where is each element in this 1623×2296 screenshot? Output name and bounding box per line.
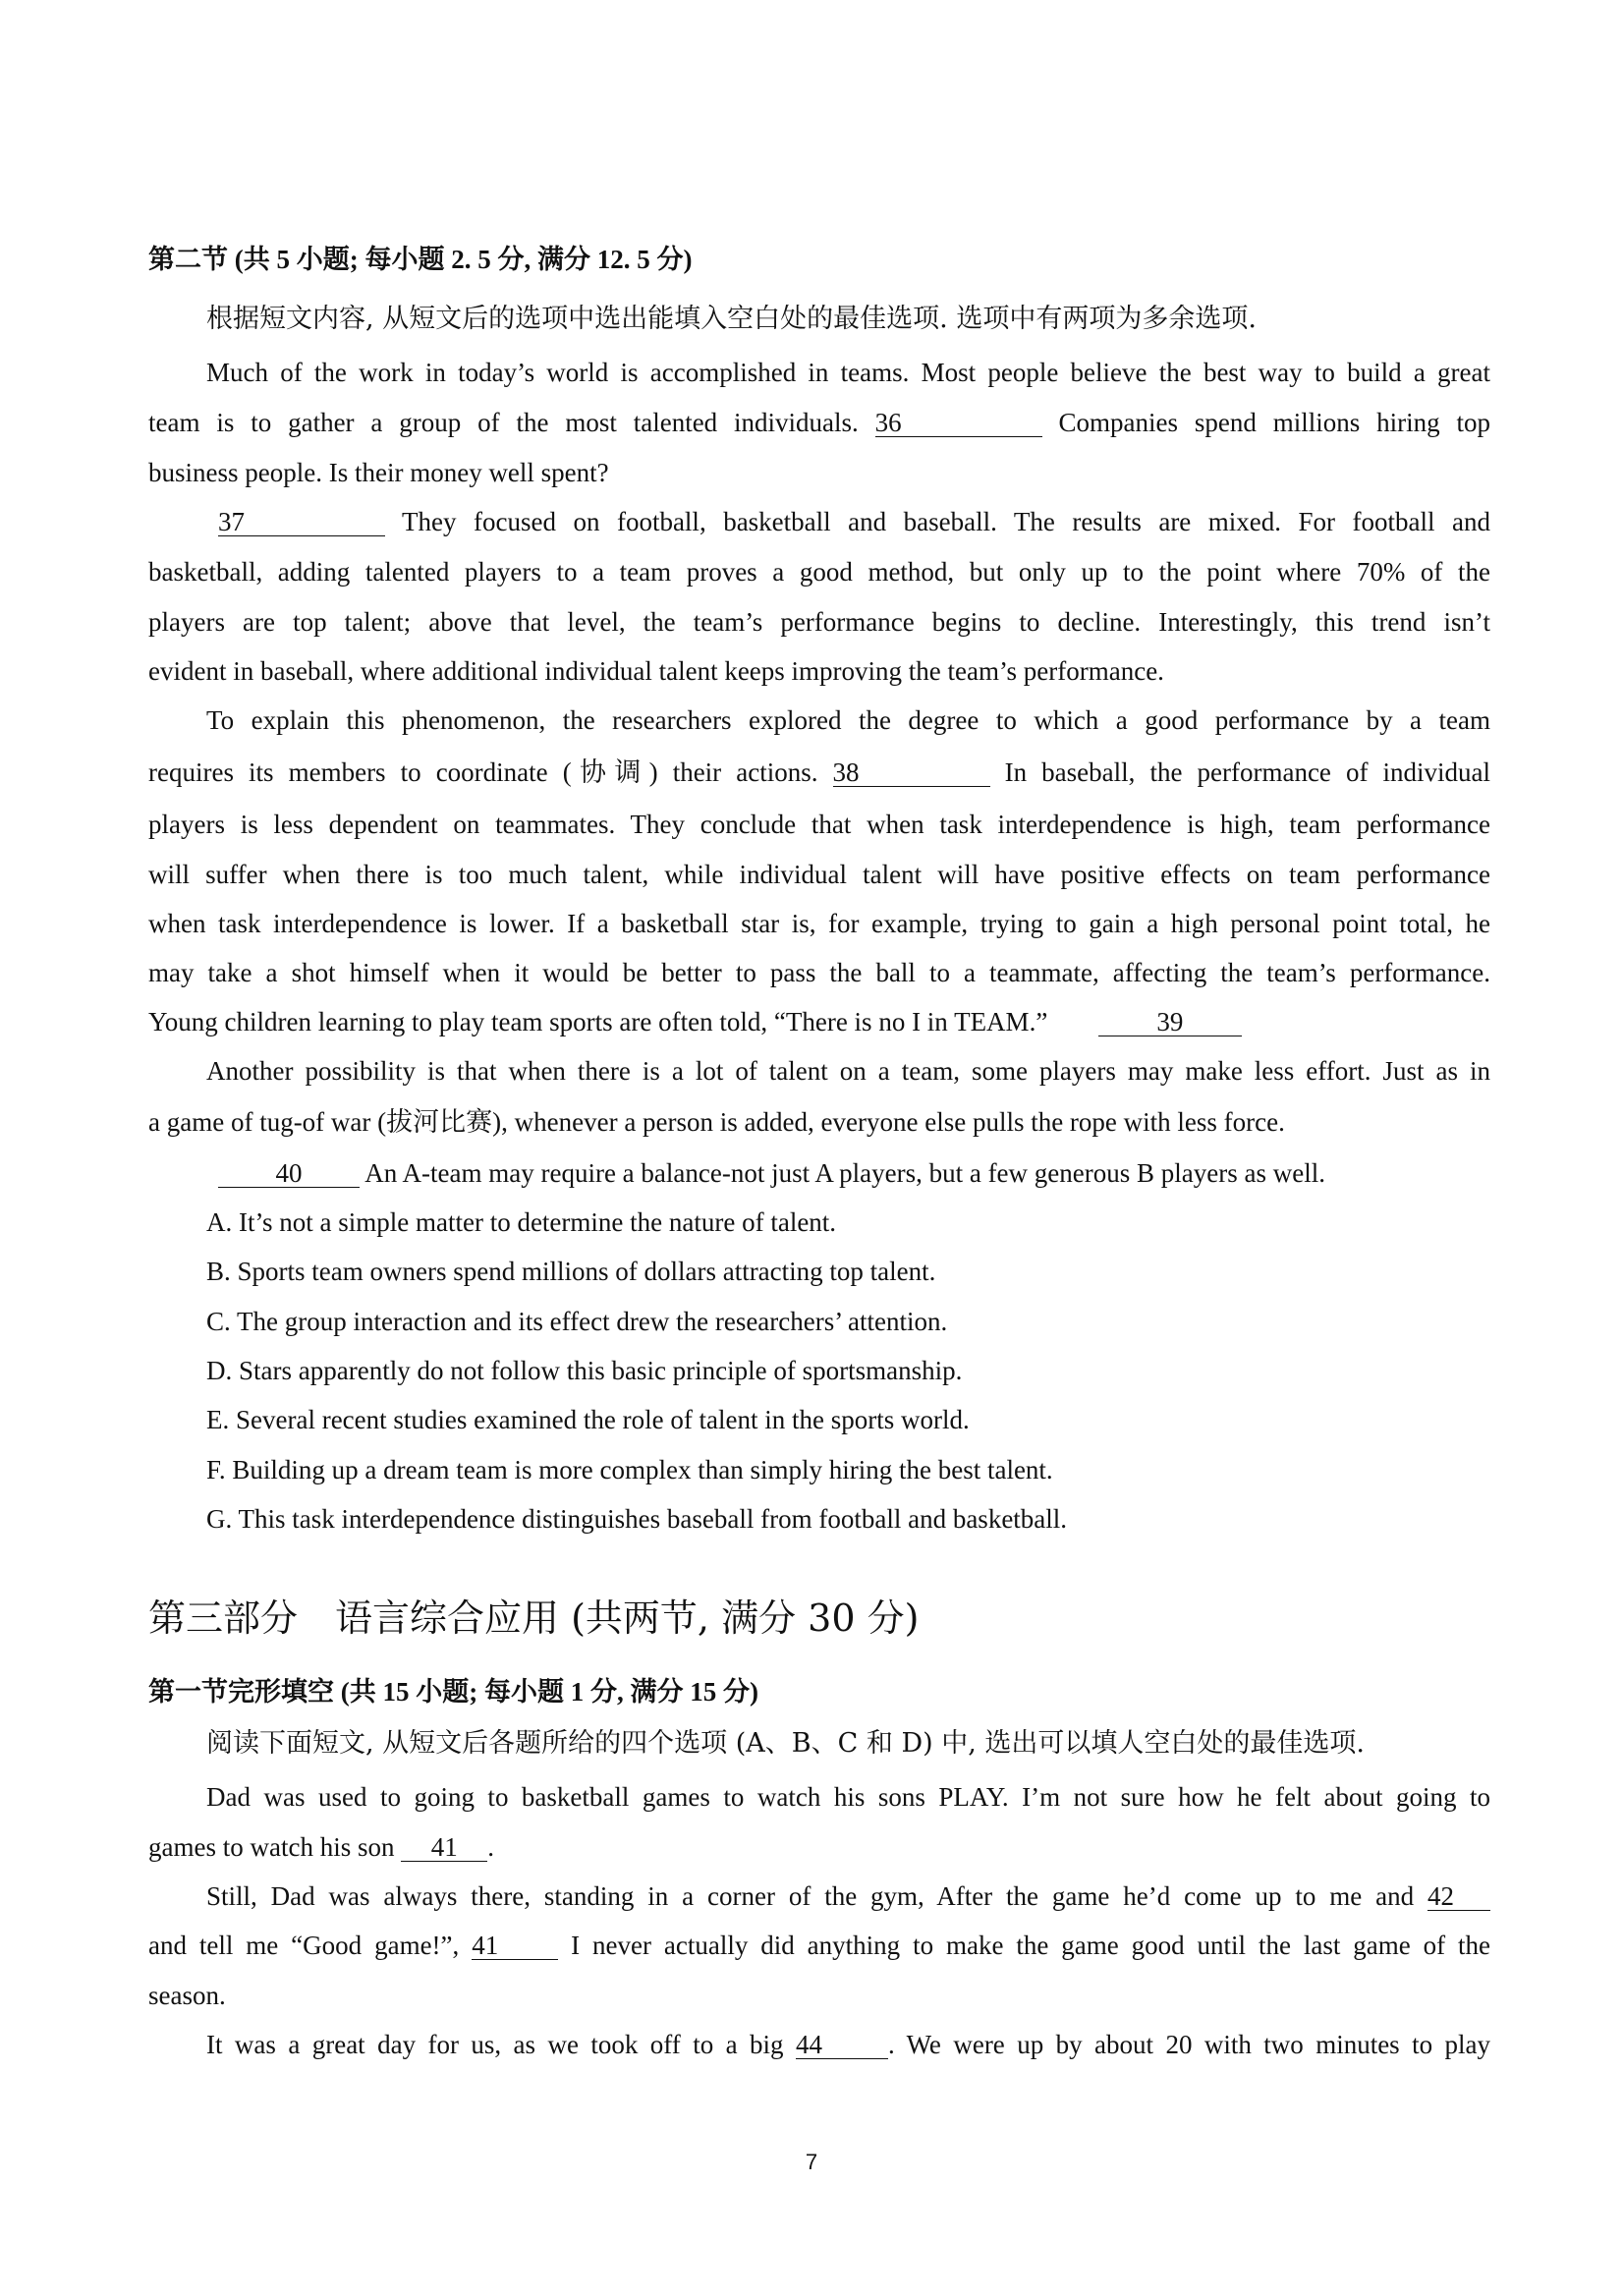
passage-line: players are top talent; above that level, the team’s performance begins to decline. Interestingly, this trend isn’t (148, 607, 1490, 637)
passage-line: may take a shot himself when it would be better to pass the ball to a teammate, affecting the team’s performance. (148, 958, 1490, 987)
passage-line: season. (148, 1981, 226, 2010)
passage-line: requires its members to coordinate (协调) their actions. 38 In baseball, the performance of individual (148, 757, 1491, 787)
passage-line: Young children learning to play team sports are often told, “There is no I in TEAM.” 39 (148, 1005, 1490, 1038)
section-heading-prefix: 第一节完形填空 (148, 1677, 334, 1708)
blank-44[interactable]: 44 (796, 2031, 888, 2059)
section-heading-prefix: 第二节 (148, 245, 228, 275)
option-g: G. This task interdependence distinguishes baseball from football and basketball. (206, 1504, 1068, 1534)
passage-line: games to watch his son 41 . (148, 1832, 494, 1862)
section-instruction: 根据短文内容, 从短文后的选项中选出能填入空白处的最佳选项. 选项中有两项为多余选项. (206, 304, 1257, 334)
passage-line: 37 They focused on football, basketball and baseball. The results are mixed. For football and (218, 507, 1490, 536)
option-f: F. Building up a dream team is more complex than simply hiring the best talent. (206, 1455, 1053, 1484)
blank-41[interactable]: 41 (401, 1833, 487, 1862)
section-heading (148, 1675, 1490, 1709)
part-heading: 第三部分 语言综合应用 (共两节, 满分 30 分) (148, 1596, 920, 1640)
blank-37[interactable]: 37 (218, 508, 385, 536)
blank-38[interactable]: 38 (833, 758, 990, 787)
option-a: A. It’s not a simple matter to determine the nature of talent. (206, 1207, 837, 1237)
passage-line: when task interdependence is lower. If a basketball star is, for example, trying to gain a high personal point total, he (148, 909, 1490, 938)
blank-41-repeat[interactable]: 41 (472, 1932, 558, 1960)
passage-line: a game of tug-of war (拔河比赛), whenever a person is added, everyone else pulls the rope with less force. (148, 1107, 1285, 1137)
blank-39[interactable]: 39 (1098, 1008, 1242, 1036)
option-d: D. Stars apparently do not follow this basic principle of sportsmanship. (206, 1356, 963, 1385)
passage-line: business people. Is their money well spent? (148, 458, 609, 487)
passage-line: Another possibility is that when there is a lot of talent on a team, some players may make less effort. Just as in (206, 1056, 1490, 1086)
passage-line: Still, Dad was always there, standing in a corner of the gym, After the game he’d come up to me and 42 (206, 1879, 1490, 1913)
passage-line: 40 An A-team may require a balance-not just A players, but a few generous B players as well. (218, 1156, 1490, 1190)
section-heading-detail: (共 15 小题; 每小题 1 分, 满分 15 分) (340, 1677, 758, 1707)
passage-line: It was a great day for us, as we took off to a big 44 . We were up by about 20 with two minutes to play (206, 2030, 1491, 2059)
section-instruction: 阅读下面短文, 从短文后各题所给的四个选项 (A、B、C 和 D) 中, 选出可以填人空白处的最佳选项. (206, 1728, 1365, 1759)
passage-line: To explain this phenomenon, the researchers explored the degree to which a good performance by a team (206, 705, 1490, 735)
blank-42[interactable]: 42 (1427, 1882, 1490, 1911)
section-heading (148, 243, 1490, 277)
option-b: B. Sports team owners spend millions of dollars attracting top talent. (206, 1257, 936, 1286)
passage-line: Dad was used to going to basketball games to watch his sons PLAY. I’m not sure how he felt about going to (206, 1782, 1490, 1812)
passage-line: team is to gather a group of the most talented individuals. 36 Companies spend millions hiring top (148, 408, 1491, 437)
passage-line: evident in baseball, where additional individual talent keeps improving the team’s performance. (148, 656, 1164, 686)
blank-40[interactable]: 40 (218, 1159, 360, 1188)
passage-line: Much of the work in today’s world is accomplished in teams. Most people believe the best way to build a great (206, 358, 1490, 387)
passage-line: and tell me “Good game!”, 41 I never actually did anything to make the game good until the last game of the (148, 1931, 1491, 1960)
passage-line: will suffer when there is too much talent, while individual talent will have positive effects on team performance (148, 860, 1490, 889)
blank-36[interactable]: 36 (875, 409, 1042, 437)
passage-line: players is less dependent on teammates. They conclude that when task interdependence is high, team performance (148, 810, 1490, 839)
section-heading-detail: (共 5 小题; 每小题 2. 5 分, 满分 12. 5 分) (234, 245, 693, 274)
option-c: C. The group interaction and its effect drew the researchers’ attention. (206, 1307, 948, 1336)
option-e: E. Several recent studies examined the role of talent in the sports world. (206, 1405, 970, 1434)
passage-line: basketball, adding talented players to a team proves a good method, but only up to the point where 70% of the (148, 557, 1490, 587)
page-number: 7 (805, 2150, 818, 2174)
